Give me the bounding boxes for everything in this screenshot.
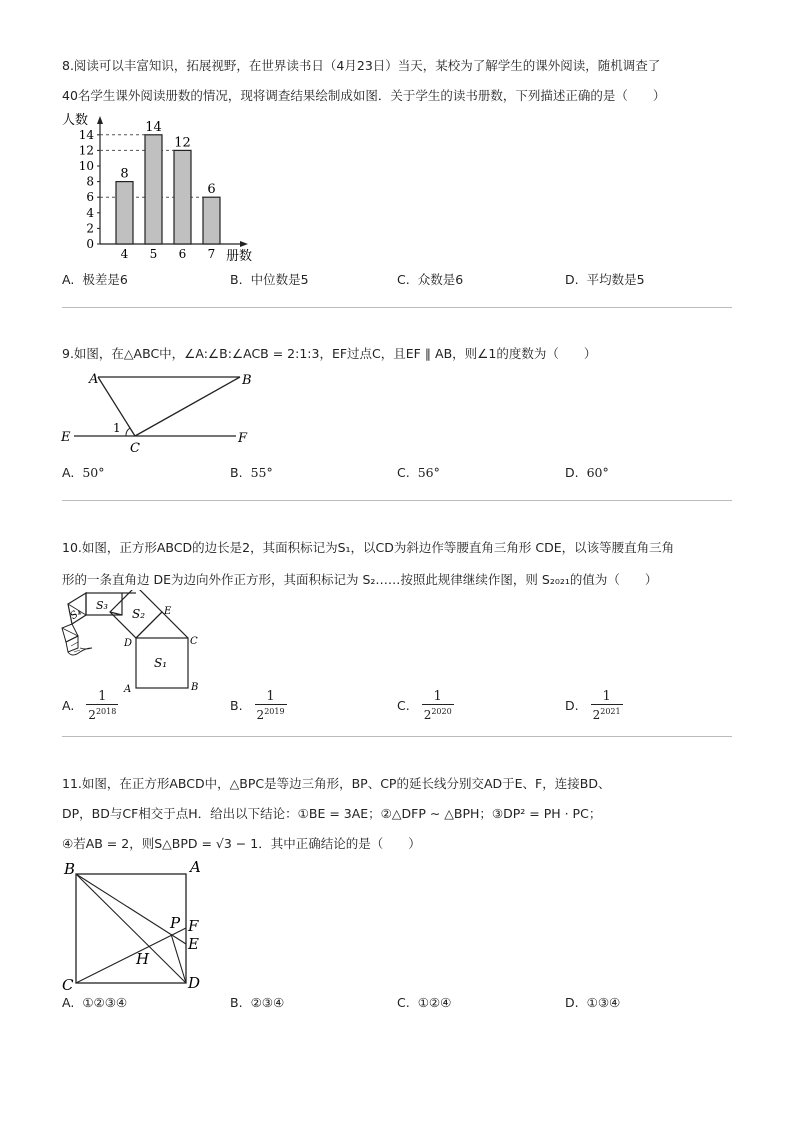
bar-value-label: 8 bbox=[120, 166, 129, 182]
label-e: E bbox=[164, 606, 172, 617]
option-text: ①②③④ bbox=[82, 995, 128, 1010]
label-a: A bbox=[190, 858, 201, 876]
option-label: B. bbox=[230, 995, 243, 1010]
denominator-exponent: 2021 bbox=[600, 707, 621, 716]
angle-1-label: 1 bbox=[113, 421, 121, 435]
option-label: C. bbox=[397, 697, 410, 713]
option-label: D. bbox=[565, 697, 579, 713]
q11-text-line1: 11.如图，在正方形ABCD中，△BPC是等边三角形，BP、CP的延长线分别交AD于E、F，连接BD、 bbox=[62, 776, 611, 791]
bar bbox=[203, 197, 220, 244]
q11-text-line3: ④若AB = 2，则S△BPD = √3 − 1．其中正确结论的是（ ） bbox=[62, 836, 421, 851]
label-f: F bbox=[188, 917, 199, 935]
q8-option-c[interactable] bbox=[397, 270, 463, 288]
label-s2: S₂ bbox=[132, 607, 146, 621]
option-label: B. bbox=[230, 697, 243, 713]
denominator-base: 2 bbox=[592, 708, 601, 722]
label-s4: S₄ bbox=[68, 606, 84, 623]
bar bbox=[174, 150, 191, 244]
option-text: ②③④ bbox=[250, 995, 285, 1010]
numerator: 1 bbox=[98, 689, 107, 704]
fraction bbox=[86, 690, 118, 722]
label-b: B bbox=[64, 860, 76, 878]
label-a: A bbox=[89, 372, 99, 387]
divider bbox=[62, 500, 732, 501]
option-text: 众数是6 bbox=[417, 272, 464, 287]
q11-option-b[interactable] bbox=[230, 995, 284, 1010]
option-text: 平均数是5 bbox=[586, 272, 645, 287]
option-label: A. bbox=[62, 697, 75, 713]
option-text: 56° bbox=[417, 465, 440, 480]
x-axis-arrow bbox=[240, 241, 248, 247]
q10-option-a[interactable] bbox=[62, 690, 118, 722]
option-label: D. bbox=[565, 995, 579, 1010]
bar-value-label: 14 bbox=[145, 119, 162, 135]
q10-option-b[interactable] bbox=[230, 690, 287, 722]
option-label: C. bbox=[397, 465, 410, 480]
y-axis-label: 人数 bbox=[62, 113, 89, 128]
option-label: A. bbox=[62, 465, 75, 480]
option-text: 60° bbox=[586, 465, 609, 480]
y-tick-label: 2 bbox=[86, 221, 94, 236]
label-b: B bbox=[191, 682, 199, 693]
denominator-base: 2 bbox=[88, 708, 96, 722]
q8-text-line2: 40名学生课外阅读册数的情况，现将调查结果绘制成如图．关于学生的读书册数，下列描述正确的是（ ） bbox=[62, 88, 666, 103]
q10-option-c[interactable] bbox=[397, 690, 454, 722]
numerator: 1 bbox=[266, 689, 275, 704]
q8-option-d[interactable] bbox=[565, 270, 645, 288]
x-tick-label: 6 bbox=[178, 247, 187, 261]
y-tick-label: 10 bbox=[78, 159, 94, 173]
q8-option-b[interactable] bbox=[230, 270, 309, 288]
label-a: A bbox=[124, 684, 132, 695]
label-d: D bbox=[124, 638, 133, 649]
option-label: A. bbox=[62, 995, 75, 1010]
label-h: H bbox=[136, 950, 150, 968]
denominator-base: 2 bbox=[256, 708, 265, 722]
option-text: ①②④ bbox=[417, 995, 452, 1010]
q11-option-a[interactable] bbox=[62, 995, 127, 1010]
y-tick-label: 4 bbox=[86, 205, 94, 220]
x-axis-label: 册数 bbox=[226, 249, 253, 264]
label-e: E bbox=[61, 430, 71, 445]
x-tick-label: 4 bbox=[120, 247, 129, 261]
option-label: C. bbox=[397, 272, 410, 287]
option-text: 50° bbox=[82, 465, 105, 480]
q8-bar-chart bbox=[60, 108, 260, 268]
option-text: ①③④ bbox=[586, 995, 621, 1010]
denominator-exponent: 2020 bbox=[431, 707, 452, 716]
q8-option-a[interactable] bbox=[62, 270, 128, 288]
bar bbox=[116, 182, 133, 244]
q11-text-line2: DP，BD与CF相交于点H．给出以下结论：①BE = 3AE；②△DFP ∼ △BPH；③DP² = PH · PC； bbox=[62, 806, 602, 821]
label-c: C bbox=[62, 976, 74, 992]
label-e: E bbox=[188, 935, 199, 953]
label-d: D bbox=[188, 974, 201, 992]
divider bbox=[62, 736, 732, 737]
q11-option-d[interactable] bbox=[565, 995, 620, 1010]
label-c: C bbox=[190, 636, 198, 647]
label-s3: S₃ bbox=[96, 599, 108, 612]
q9-figure bbox=[58, 366, 268, 458]
q9-text-line1: 9.如图，在△ABC中，∠A:∠B:∠ACB = 2:1:3，EF过点C，且EF ∥ AB，则∠1的度数为（ ） bbox=[62, 346, 597, 361]
q10-text-line2: 形的一条直角边 DE为边向外作正方形，其面积标记为 S₂……按照此规律继续作图，则 S₂₀₂₁的值为（ ） bbox=[62, 572, 658, 587]
y-tick-label: 0 bbox=[86, 237, 94, 251]
label-f: F bbox=[238, 431, 248, 446]
q9-option-d[interactable] bbox=[565, 465, 609, 480]
y-tick-label: 8 bbox=[86, 174, 94, 189]
option-label: B. bbox=[230, 272, 243, 287]
q10-figure bbox=[58, 590, 218, 700]
option-label: A. bbox=[62, 272, 75, 287]
q10-text-line1: 10.如图，正方形ABCD的边长是2，其面积标记为S₁，以CD为斜边作等腰直角三角形 CDE，以该等腰直角三角 bbox=[62, 540, 675, 555]
q9-option-b[interactable] bbox=[230, 465, 273, 480]
bar-value-label: 12 bbox=[174, 135, 191, 151]
y-tick-label: 6 bbox=[86, 190, 94, 205]
option-label: C. bbox=[397, 995, 410, 1010]
q11-option-c[interactable] bbox=[397, 995, 451, 1010]
option-text: 中位数是5 bbox=[250, 272, 309, 287]
q9-option-c[interactable] bbox=[397, 465, 440, 480]
q10-option-d[interactable] bbox=[565, 690, 623, 722]
divider bbox=[62, 307, 732, 308]
numerator: 1 bbox=[602, 689, 611, 704]
x-tick-label: 7 bbox=[207, 247, 216, 261]
fraction bbox=[591, 690, 623, 722]
option-label: D. bbox=[565, 465, 579, 480]
numerator: 1 bbox=[433, 689, 442, 704]
label-s1: S₁ bbox=[154, 656, 168, 670]
option-text: 55° bbox=[250, 465, 273, 480]
bar-value-label: 6 bbox=[207, 182, 216, 198]
x-tick-label: 5 bbox=[149, 247, 158, 261]
denominator-exponent: 2019 bbox=[264, 707, 285, 716]
label-c: C bbox=[130, 441, 140, 456]
fraction bbox=[422, 690, 454, 722]
y-tick-label: 14 bbox=[78, 127, 94, 142]
label-p: P bbox=[170, 914, 181, 932]
label-b: B bbox=[242, 373, 252, 388]
option-text: 极差是6 bbox=[82, 272, 128, 287]
option-label: B. bbox=[230, 465, 243, 480]
q9-option-a[interactable] bbox=[62, 465, 104, 480]
denominator-base: 2 bbox=[423, 708, 432, 722]
option-label: D. bbox=[565, 272, 579, 287]
y-axis-arrow bbox=[97, 116, 103, 124]
q8-text-line1: 8.阅读可以丰富知识，拓展视野，在世界读书日（4月23日）当天，某校为了解学生的课外阅读，随机调查了 bbox=[62, 58, 661, 73]
bar bbox=[145, 135, 162, 244]
denominator-exponent: 2018 bbox=[95, 707, 117, 716]
fraction bbox=[255, 690, 287, 722]
q11-figure bbox=[58, 856, 218, 992]
y-tick-label: 12 bbox=[78, 143, 94, 158]
